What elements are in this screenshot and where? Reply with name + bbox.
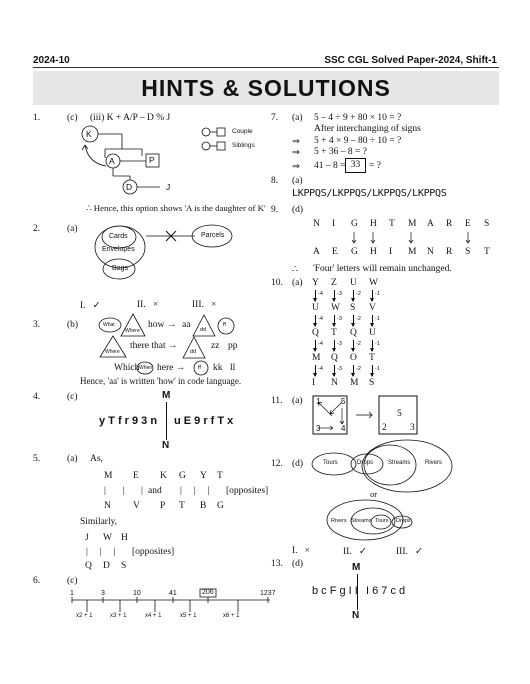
q9-top-6: M xyxy=(408,219,417,229)
q9-top-7: A xyxy=(427,219,434,229)
q6-number: 6. xyxy=(33,576,41,586)
q3-line3-ll: ll xyxy=(230,363,236,373)
q10-r5-c2: N xyxy=(331,378,338,388)
q12-d2-drops: Drops xyxy=(396,518,411,524)
q1-legend-siblings: Siblings xyxy=(232,142,255,149)
q2-result-2-label: II. xyxy=(137,300,146,310)
q1-legend-couple: Couple xyxy=(232,128,253,135)
q2-result-2-mark: × xyxy=(152,300,159,310)
q9-bottom-5: I xyxy=(389,247,393,257)
q5-row6-3: S xyxy=(121,561,127,571)
q9-bottom-7: N xyxy=(427,247,434,257)
q9-top-10: S xyxy=(484,219,490,229)
q4-option: (c) xyxy=(67,392,78,402)
q10-r3-c3: Q xyxy=(350,328,357,338)
q3-line2-text: there that → xyxy=(130,341,178,351)
q5-row4-1: J xyxy=(85,533,89,543)
q10-r2-c4: V xyxy=(369,303,376,313)
q5-row1-5: Y xyxy=(200,471,207,481)
q7-number: 7. xyxy=(271,113,279,123)
q9-bottom-1: A xyxy=(313,247,320,257)
q6-seq-2: 3 xyxy=(101,590,105,597)
q10-r5-c4: S xyxy=(369,378,375,388)
q12-result-3-mark: ✓ xyxy=(415,547,423,557)
q4-left-word: y T f r 9 3 n xyxy=(99,415,158,427)
q10-r2-c3: S xyxy=(350,303,356,313)
q2-result-1-mark: ✓ xyxy=(92,301,101,311)
q2-circle-parcels: Parcels xyxy=(201,232,225,239)
q1-expression: (iii) K + A/P – D % J xyxy=(90,113,171,123)
q12-d2-rivers: Rivers xyxy=(331,518,347,524)
q10-r3-c2: T xyxy=(331,328,337,338)
q7-arrow-2: ⇒ xyxy=(292,148,300,158)
q5-opposites: [opposites] xyxy=(226,486,269,496)
q10-r2-c2: W xyxy=(331,303,340,313)
q7-arrow-3: ⇒ xyxy=(292,162,300,172)
q12-option: (d) xyxy=(292,459,304,469)
q5-row1-2: E xyxy=(133,471,139,481)
q10-diff-label: -3 xyxy=(337,291,342,297)
q10-diff-label: -2 xyxy=(356,291,361,297)
q5-similarly: Similarly, xyxy=(80,517,118,527)
q10-r4-c4: T xyxy=(369,353,375,363)
q11-option: (a) xyxy=(292,396,303,406)
q9-top-2: I xyxy=(332,219,336,229)
q12-result-2-mark: ✓ xyxy=(358,547,367,557)
q10-r5-c3: M xyxy=(350,378,359,388)
q10-r1-c1: Y xyxy=(312,278,319,288)
q5-row3-5: B xyxy=(200,501,207,511)
q1-node-p: P xyxy=(149,155,155,165)
page-number: 2024-10 xyxy=(33,55,70,66)
q10-diff-label: -4 xyxy=(318,291,323,297)
q3-number: 3. xyxy=(33,320,41,330)
q13-option: (d) xyxy=(292,559,304,569)
q5-number: 5. xyxy=(33,454,41,464)
q10-diff-label: -4 xyxy=(318,366,323,372)
q2-result-3-label: III. xyxy=(192,300,204,310)
q9-bottom-2: E xyxy=(332,247,338,257)
q3-shape-where: Where xyxy=(125,328,140,334)
q9-bottom-10: T xyxy=(484,247,490,257)
q3-conclusion: Hence, 'aa' is written 'how' in code language. xyxy=(80,376,242,386)
q9-top-4: H xyxy=(370,219,377,229)
q5-row3-6: G xyxy=(217,501,224,511)
q6-op-1: x2 + 1 xyxy=(76,613,93,619)
q12-d2-tours: Tours xyxy=(375,518,389,524)
q5-row3-3: P xyxy=(160,501,166,511)
q5-opposites-2: [opposites] xyxy=(132,547,175,557)
q7-line-7: = ? xyxy=(369,161,381,171)
q7-line-1: 5 – 4 ÷ 9 + 80 × 10 = ? xyxy=(314,113,402,123)
q7-option: (a) xyxy=(292,113,303,123)
q5-pipes-bottom: | | | xyxy=(86,547,116,557)
q2-result-1-label: I. xyxy=(80,301,86,311)
q5-as: As, xyxy=(90,454,103,464)
q13-left-word: b c F g I I xyxy=(312,585,358,597)
q13-number: 13. xyxy=(271,559,283,569)
q10-diff-label: -3 xyxy=(337,366,342,372)
q10-diff-label: -1 xyxy=(375,316,380,322)
q9-top-9: E xyxy=(465,219,471,229)
q10-diff-label: -1 xyxy=(375,341,380,347)
q9-top-3: G xyxy=(351,219,358,229)
q5-row1-1: M xyxy=(104,471,113,481)
q7-line-3: 5 + 4 × 9 – 80 ÷ 10 = ? xyxy=(314,136,402,146)
q12-d1-rivers: Rivers xyxy=(425,460,443,466)
q6-seq-3: 10 xyxy=(133,590,141,597)
q12-d2-streams: Streams xyxy=(351,518,372,524)
q12-result-3 xyxy=(396,546,423,557)
q2-number: 2. xyxy=(33,224,41,234)
q3-shape-dd-2: dd xyxy=(190,349,197,355)
q12-d1-streams: Streams xyxy=(388,460,411,466)
q10-number: 10. xyxy=(271,278,283,288)
q10-r4-c2: Q xyxy=(331,353,338,363)
q6-seq-4: 41 xyxy=(169,590,177,597)
q10-diff-label: -2 xyxy=(356,366,361,372)
q4-number: 4. xyxy=(33,392,41,402)
q6-seq-5: 206 xyxy=(202,589,214,596)
q10-r1-c3: U xyxy=(350,278,357,288)
q11-result-3: 3 xyxy=(410,423,415,433)
q10-option: (a) xyxy=(292,278,303,288)
q2-circle-bags: Bags xyxy=(112,265,128,272)
q5-and: and xyxy=(148,486,162,496)
q1-option: (c) xyxy=(67,113,78,123)
q9-number: 9. xyxy=(271,205,279,215)
q9-bottom-6: M xyxy=(408,247,417,257)
q10-diff-label: -1 xyxy=(375,291,380,297)
q10-r5-c1: I xyxy=(312,378,316,388)
q12-number: 12. xyxy=(271,459,283,469)
q12-result-2-label: II. xyxy=(343,547,352,557)
q3-line2-pp: pp xyxy=(228,341,238,351)
q3-shape-where-2: Where xyxy=(105,349,120,355)
paper-title: SSC CGL Solved Paper-2024, Shift-1 xyxy=(324,55,497,66)
q8-number: 8. xyxy=(271,176,279,186)
q5-option: (a) xyxy=(67,454,78,464)
q5-row3-4: T xyxy=(179,501,185,511)
q1-node-k: K xyxy=(86,129,92,139)
q6-op-2: x3 + 1 xyxy=(110,613,127,619)
q7-line-5: 41 – 8 = xyxy=(314,161,346,171)
q10-r2-c1: U xyxy=(312,303,319,313)
q2-option: (a) xyxy=(67,224,78,234)
q5-row4-3: H xyxy=(121,533,128,543)
q11-corner-1: 1 xyxy=(316,397,321,406)
q5-row3-2: V xyxy=(133,501,140,511)
q3-shape-dd: dd xyxy=(200,327,207,333)
q11-corner-4: 4 xyxy=(341,424,346,433)
q12-or: or xyxy=(370,489,378,499)
q1-number: 1. xyxy=(33,113,41,123)
q6-option: (c) xyxy=(67,576,78,586)
q9-top-5: T xyxy=(389,219,395,229)
q11-corner-3: 3 xyxy=(316,424,321,433)
q1-node-j: J xyxy=(166,182,171,192)
q10-diff-label: -4 xyxy=(318,316,323,322)
q3-line1-aa: aa xyxy=(182,320,191,330)
q12-d1-drops: Drops xyxy=(357,460,374,466)
q5-row1-6: T xyxy=(217,471,223,481)
q9-therefore: ∴ xyxy=(292,265,299,275)
q10-r4-c1: M xyxy=(312,353,321,363)
q9-top-8: R xyxy=(446,219,453,229)
q10-r3-c1: Q xyxy=(312,328,319,338)
q11-number: 11. xyxy=(271,396,283,406)
q7-arrow-1: ⇒ xyxy=(292,137,300,147)
q13-mirror-word: I 6 7 c d xyxy=(366,585,406,597)
q12-result-1-mark: × xyxy=(304,546,311,556)
q9-bottom-8: R xyxy=(446,247,453,257)
q8-option: (a) xyxy=(292,176,303,186)
q11-corner-5: 5 xyxy=(341,397,346,406)
section-title: HINTS & SOLUTIONS xyxy=(33,71,499,105)
q13-mirror-n: N xyxy=(352,610,360,621)
q10-diff-label: -2 xyxy=(356,341,361,347)
q5-row6-2: D xyxy=(103,561,110,571)
q10-diff-label: -3 xyxy=(337,341,342,347)
q7-answer-box: 33 xyxy=(345,158,366,173)
q3-shape-ff: ff xyxy=(223,322,226,328)
q3-line2-zz: zz xyxy=(211,341,220,351)
q3-line3-kk: kk xyxy=(213,363,223,373)
q2-result-3-mark: × xyxy=(211,300,217,310)
q5-pipes-right: | | | xyxy=(180,486,210,496)
q12-result-1 xyxy=(292,546,310,556)
q9-bottom-3: G xyxy=(351,247,358,257)
q13-mirror-m: M xyxy=(352,562,361,573)
q5-pipes-left: | | | xyxy=(104,486,143,496)
q3-line3-here: here → xyxy=(157,363,186,373)
q10-diff-label: -3 xyxy=(337,316,342,322)
q8-series: LKPPQS/LKPPQS/LKPPQS/LKPPQS xyxy=(292,188,447,199)
q10-diff-label: -4 xyxy=(318,341,323,347)
q10-r3-c4: U xyxy=(369,328,376,338)
q5-row3-1: N xyxy=(104,501,111,511)
q6-op-3: x4 + 1 xyxy=(145,613,162,619)
q9-option: (d) xyxy=(292,205,304,215)
q12-result-2 xyxy=(343,546,367,557)
q12-result-3-label: III. xyxy=(396,547,408,557)
q1-conclusion: ∴ Hence, this option shows 'A is the daughter of K' xyxy=(86,203,266,213)
q5-row6-1: Q xyxy=(85,561,92,571)
q4-mirror-word: u E 9 r f T x xyxy=(174,415,234,427)
q9-bottom-4: H xyxy=(370,247,377,257)
q3-option: (b) xyxy=(67,320,79,330)
q3-line3-which: Which xyxy=(114,363,140,373)
q10-r4-c3: O xyxy=(350,353,357,363)
q4-mirror-n: N xyxy=(162,440,170,451)
q10-r1-c2: Z xyxy=(331,278,337,288)
q7-line-4: 5 + 36 – 8 = ? xyxy=(314,147,367,157)
q11-result-2: 2 xyxy=(382,423,387,433)
q10-r1-c4: W xyxy=(369,278,378,288)
q10-diff-label: -1 xyxy=(375,366,380,372)
q10-diff-label: -2 xyxy=(356,316,361,322)
q9-bottom-9: S xyxy=(465,247,471,257)
q12-result-1-label: I. xyxy=(292,546,298,556)
q4-mirror-m: M xyxy=(162,390,171,401)
q5-row1-4: G xyxy=(179,471,186,481)
q2-circle-envelopes: Envelopes xyxy=(102,246,135,253)
q6-op-4: x5 + 1 xyxy=(180,613,197,619)
q3-shape-when: When xyxy=(139,365,153,371)
q5-row4-2: W xyxy=(103,533,112,543)
q11-result-5: 5 xyxy=(397,409,402,419)
q3-shape-what: What xyxy=(103,322,115,328)
q6-op-5: x6 + 1 xyxy=(223,613,240,619)
q9-conclusion: 'Four' letters will remain unchanged. xyxy=(313,264,452,274)
q1-node-d: D xyxy=(126,182,133,192)
q6-seq-1: 1 xyxy=(70,590,74,597)
q3-shape-ff-2: ff xyxy=(198,365,201,371)
q9-top-1: N xyxy=(313,219,320,229)
q2-circle-cards: Cards xyxy=(109,233,128,240)
q5-row1-3: K xyxy=(160,471,167,481)
q7-line-2: After interchanging of signs xyxy=(314,124,421,134)
q12-d1-tours: Tours xyxy=(323,460,338,466)
q3-line1-how: how → xyxy=(148,320,177,330)
q6-seq-6: 1237 xyxy=(260,590,276,597)
q1-node-a: A xyxy=(109,156,115,166)
